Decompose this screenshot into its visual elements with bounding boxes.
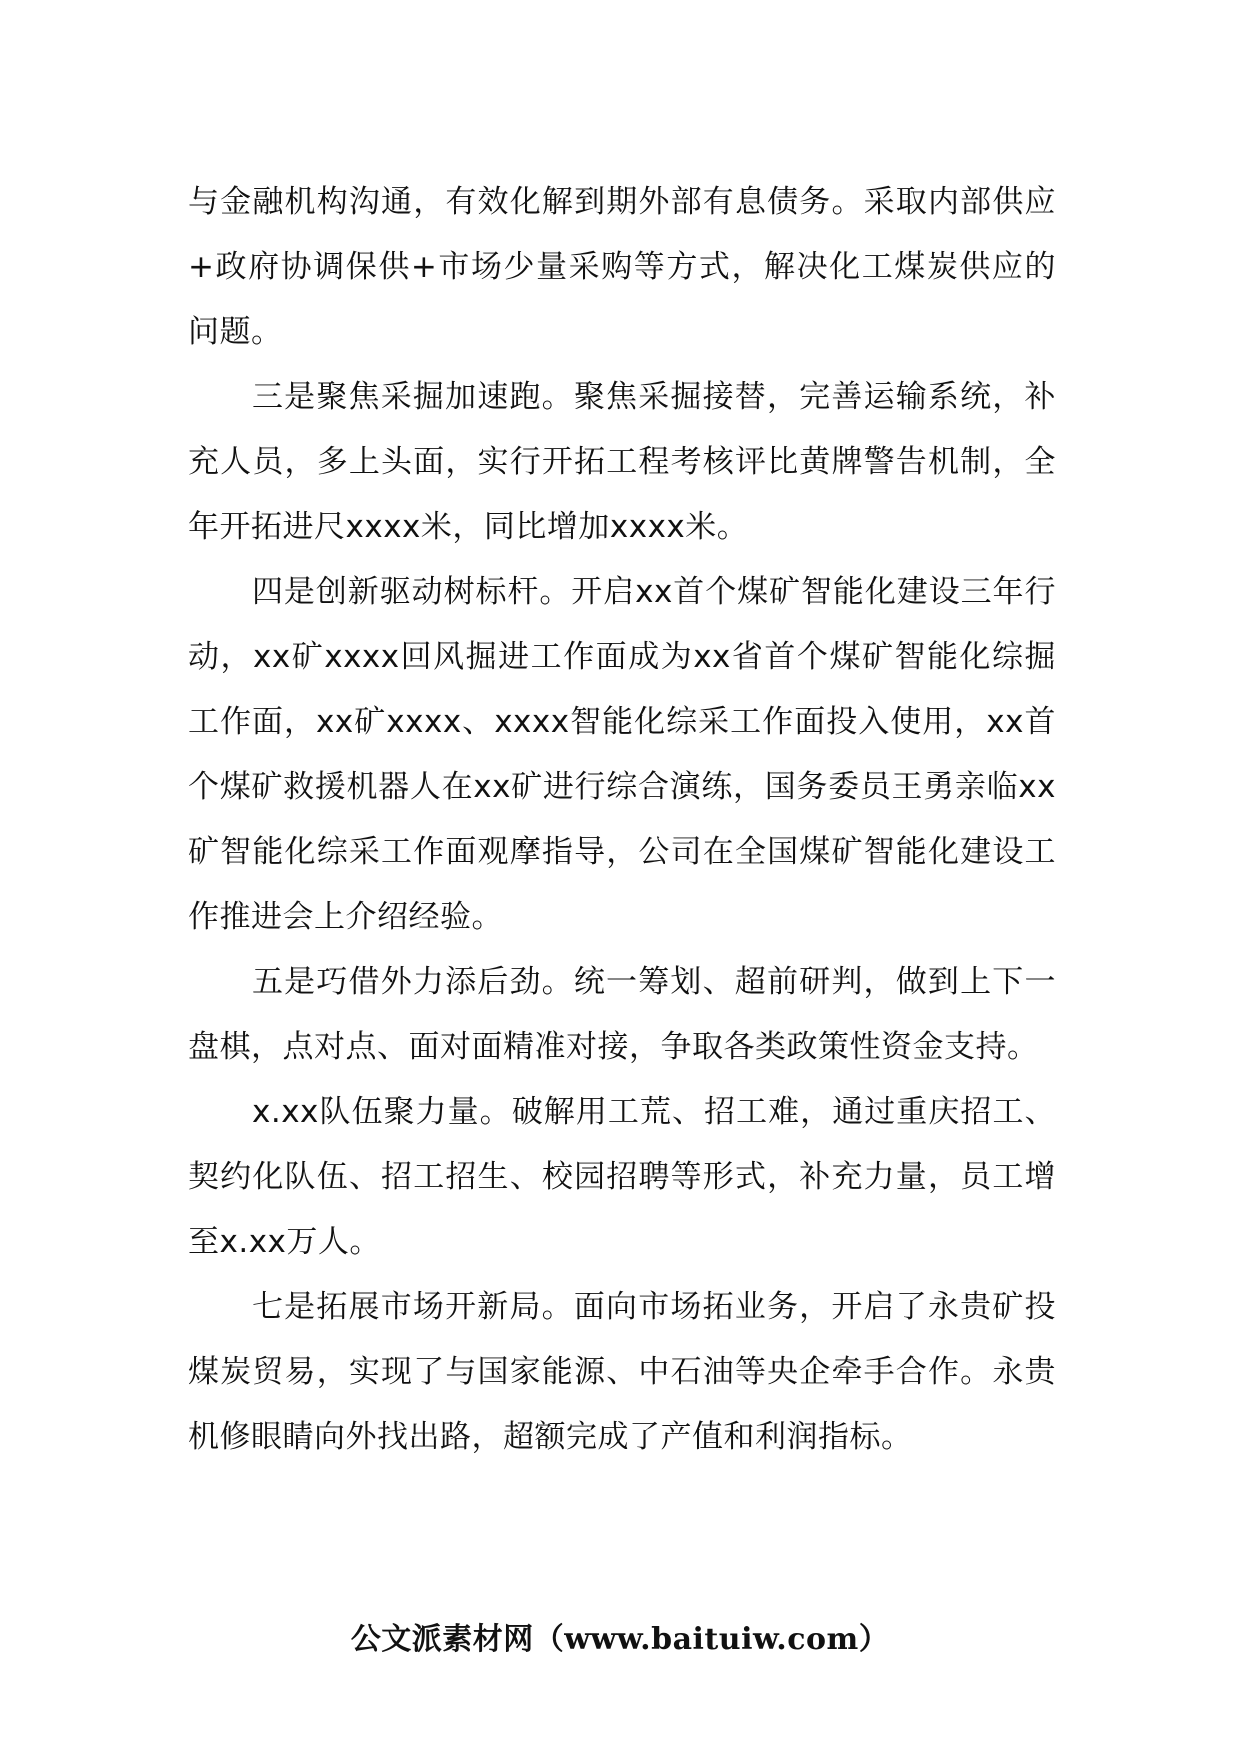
- paragraph-point-six: x.xx队伍聚力量。破解用工荒、招工难，通过重庆招工、契约化队伍、招工招生、校园招聘等形式，补充力量，员工增至x.xx万人。: [188, 1094, 1056, 1260]
- paragraph-point-five: 五是巧借外力添后劲。统一筹划、超前研判，做到上下一盘棋，点对点、面对面精准对接，争取各类政策性资金支持。: [188, 964, 1056, 1065]
- document-body: [188, 170, 1056, 1470]
- paragraph-point-four: 四是创新驱动树标杆。开启xx首个煤矿智能化建设三年行动，xx矿xxxx回风掘进工作面成为xx省首个煤矿智能化综掘工作面，xx矿xxxx、xxxx智能化综采工作面投入使用，xx首个煤矿救援机器人在xx矿进行综合演练，国务委员王勇亲临xx矿智能化综采工作面观摩指导，公司在全国煤矿智能化建设工作推进会上介绍经验。: [188, 574, 1056, 935]
- footer-watermark: 公文派素材网（www.baituiw.com）: [350, 1622, 890, 1657]
- paragraph-point-seven: 七是拓展市场开新局。面向市场拓业务，开启了永贵矿投煤炭贸易，实现了与国家能源、中石油等央企牵手合作。永贵机修眼睛向外找出路，超额完成了产值和利润指标。: [188, 1289, 1056, 1455]
- paragraph-point-three: 三是聚焦采掘加速跑。聚焦采掘接替，完善运输系统，补充人员，多上头面，实行开拓工程考核评比黄牌警告机制，全年开拓进尺xxxx米，同比增加xxxx米。: [188, 379, 1056, 545]
- paragraph-continued: 与金融机构沟通，有效化解到期外部有息债务。采取内部供应+政府协调保供+市场少量采购等方式，解决化工煤炭供应的问题。: [188, 184, 1056, 350]
